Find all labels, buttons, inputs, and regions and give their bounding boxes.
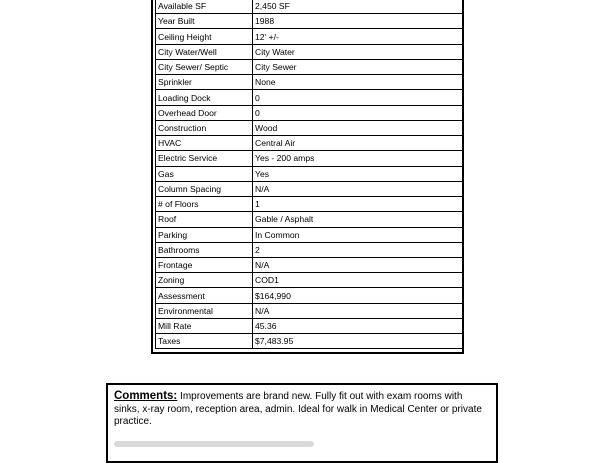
spec-value: N/A	[253, 303, 464, 318]
spec-value: 45.36	[253, 318, 464, 333]
spec-row	[156, 318, 464, 333]
spec-label: City Water/Well	[156, 44, 253, 59]
spec-row	[156, 44, 464, 59]
spec-label: Year Built	[156, 14, 253, 29]
spec-row	[156, 334, 464, 349]
spec-label: Column Spacing	[156, 181, 253, 196]
spec-label: Taxes	[156, 334, 253, 349]
spec-row	[156, 288, 464, 303]
spec-row	[156, 212, 464, 227]
spec-label: Available SF	[156, 0, 253, 14]
spec-label: Frontage	[156, 257, 253, 272]
spec-row	[156, 166, 464, 181]
spec-label: Zoning	[156, 273, 253, 288]
spec-value: Central Air	[253, 136, 464, 151]
spec-row	[156, 90, 464, 105]
spec-value: 2,450 SF	[253, 0, 464, 14]
spec-label: # of Floors	[156, 197, 253, 212]
spec-row	[156, 303, 464, 318]
spec-label: HVAC	[156, 136, 253, 151]
spec-row	[156, 151, 464, 166]
spec-label: Ceiling Height	[156, 29, 253, 44]
spec-row	[156, 273, 464, 288]
spec-label: Sprinkler	[156, 75, 253, 90]
comments-heading: Comments:	[114, 390, 178, 402]
spec-row	[156, 136, 464, 151]
spec-value: 1988	[253, 14, 464, 29]
spec-label: Gas	[156, 166, 253, 181]
comments-cutoff-line	[114, 441, 314, 447]
spec-row	[156, 120, 464, 135]
spec-label: Bathrooms	[156, 242, 253, 257]
spec-label: Environmental	[156, 303, 253, 318]
spec-value: Yes	[253, 166, 464, 181]
spec-value: Gable / Asphalt	[253, 212, 464, 227]
spec-row	[156, 181, 464, 196]
spec-row	[156, 29, 464, 44]
spec-value: City Water	[253, 44, 464, 59]
spec-value: 1	[253, 197, 464, 212]
spec-row	[156, 227, 464, 242]
spec-value: Wood	[253, 120, 464, 135]
spec-value: In Common	[253, 227, 464, 242]
spec-label: Parking	[156, 227, 253, 242]
spec-row	[156, 75, 464, 90]
property-specs-frame	[151, 0, 464, 354]
spec-row	[156, 14, 464, 29]
spec-value: 2	[253, 242, 464, 257]
spec-label: Loading Dock	[156, 90, 253, 105]
spec-value: 12' +/-	[253, 29, 464, 44]
spec-label: Mill Rate	[156, 318, 253, 333]
spec-value: None	[253, 75, 464, 90]
spec-label: Assessment	[156, 288, 253, 303]
property-specs-body	[156, 0, 464, 349]
spec-value: Yes - 200 amps	[253, 151, 464, 166]
spec-row	[156, 242, 464, 257]
spec-value: $7,483.95	[253, 334, 464, 349]
comments-box	[106, 383, 498, 463]
spec-row	[156, 197, 464, 212]
spec-row	[156, 59, 464, 74]
spec-row	[156, 257, 464, 272]
spec-value: $164,990	[253, 288, 464, 303]
spec-row	[156, 0, 464, 14]
spec-value: N/A	[253, 181, 464, 196]
spec-label: Construction	[156, 120, 253, 135]
spec-label: Electric Service	[156, 151, 253, 166]
spec-value: City Sewer	[253, 59, 464, 74]
spec-label: Roof	[156, 212, 253, 227]
spec-label: City Sewer/ Septic	[156, 59, 253, 74]
comments-text: Improvements are brand new. Fully fit out with exam rooms with sinks, x-ray room, reception area, admin. Ideal for walk in Medical Center or private practice.	[114, 391, 482, 427]
spec-value: N/A	[253, 257, 464, 272]
spec-value: COD1	[253, 273, 464, 288]
spec-label: Overhead Door	[156, 105, 253, 120]
spec-value: 0	[253, 90, 464, 105]
spec-row	[156, 105, 464, 120]
property-specs-table	[155, 0, 464, 349]
spec-value: 0	[253, 105, 464, 120]
